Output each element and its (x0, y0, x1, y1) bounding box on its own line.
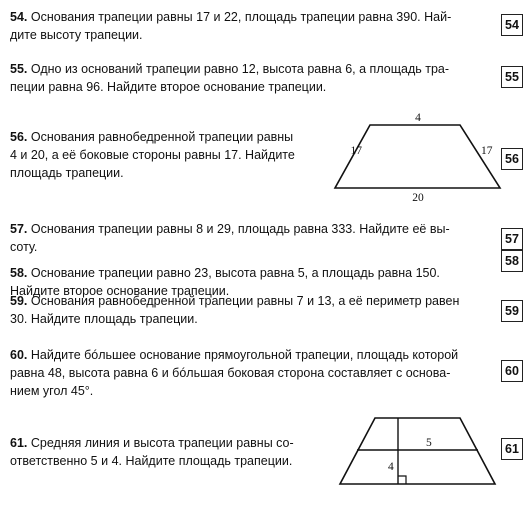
problem-60 (10, 346, 458, 400)
right-side-label: 17 (481, 145, 493, 157)
problem-number: 61. (10, 436, 28, 450)
problem-number: 60. (10, 348, 28, 362)
answer-box-57[interactable]: 57 (501, 228, 523, 250)
answer-box-55[interactable]: 55 (501, 66, 523, 88)
right-angle-mark (398, 476, 406, 484)
problem-59 (10, 292, 459, 328)
trapezoid-shape (340, 418, 495, 484)
problem-text: Найдите второе основание трапеции. (10, 284, 230, 298)
problem-text: Основания равнобедренной трапеции равны (30, 130, 294, 144)
answer-box-56[interactable]: 56 (501, 148, 523, 170)
answer-box-59[interactable]: 59 (501, 300, 523, 322)
problem-number: 58. (10, 266, 28, 280)
problem-number: 56. (10, 130, 28, 144)
answer-box-54[interactable]: 54 (501, 14, 523, 36)
problem-text: равна 48, высота равна 6 и бóльшая боковая сторона составляет с основа- (10, 366, 451, 380)
problem-text: ответственно 5 и 4. Найдите площадь трапеции. (10, 454, 293, 468)
problem-text: Основания трапеции равны 8 и 29, площадь равна 333. Найдите её вы- (30, 222, 450, 236)
problem-number: 54. (10, 10, 28, 24)
midline-label: 5 (426, 437, 432, 449)
left-side-label: 17 (350, 145, 362, 157)
answer-box-60[interactable]: 60 (501, 360, 523, 382)
problem-text: дите высоту трапеции. (10, 28, 143, 42)
problem-text: нием угол 45°. (10, 384, 94, 398)
problem-54 (10, 8, 451, 44)
problem-number: 55. (10, 62, 28, 76)
problem-text: соту. (10, 240, 38, 254)
problem-57 (10, 220, 450, 256)
problem-number: 59. (10, 294, 28, 308)
problem-text: Основания трапеции равны 17 и 22, площадь трапеции равна 390. Най- (30, 10, 452, 24)
problem-text: Основание трапеции равно 23, высота равна 5, а площадь равна 150. (30, 266, 440, 280)
problem-text: 30. Найдите площадь трапеции. (10, 312, 198, 326)
answer-box-61[interactable]: 61 (501, 438, 523, 460)
problem-text: Средняя линия и высота трапеции равны со- (30, 436, 294, 450)
problem-text: пеции равна 96. Найдите второе основание трапеции. (10, 80, 327, 94)
problem-text: площадь трапеции. (10, 166, 124, 180)
answer-box-58[interactable]: 58 (501, 250, 523, 272)
problem-55 (10, 60, 449, 96)
trapezoid-figure-61 (330, 410, 500, 492)
problem-text: Одно из оснований трапеции равно 12, высота равна 6, а площадь тра- (30, 62, 450, 76)
top-base-label: 4 (415, 112, 421, 124)
problem-61 (10, 434, 294, 470)
problem-56 (10, 128, 295, 182)
height-label: 4 (388, 461, 394, 473)
problem-text: Основания равнобедренной трапеции равны 7 и 13, а её периметр равен (30, 294, 460, 308)
problem-text: Найдите бóльшее основание прямоугольной трапеции, площадь которой (30, 348, 459, 362)
problem-text: 4 и 20, а её боковые стороны равны 17. Найдите (10, 148, 295, 162)
problem-number: 57. (10, 222, 28, 236)
bottom-base-label: 20 (412, 192, 424, 202)
trapezoid-figure-56 (330, 110, 510, 202)
